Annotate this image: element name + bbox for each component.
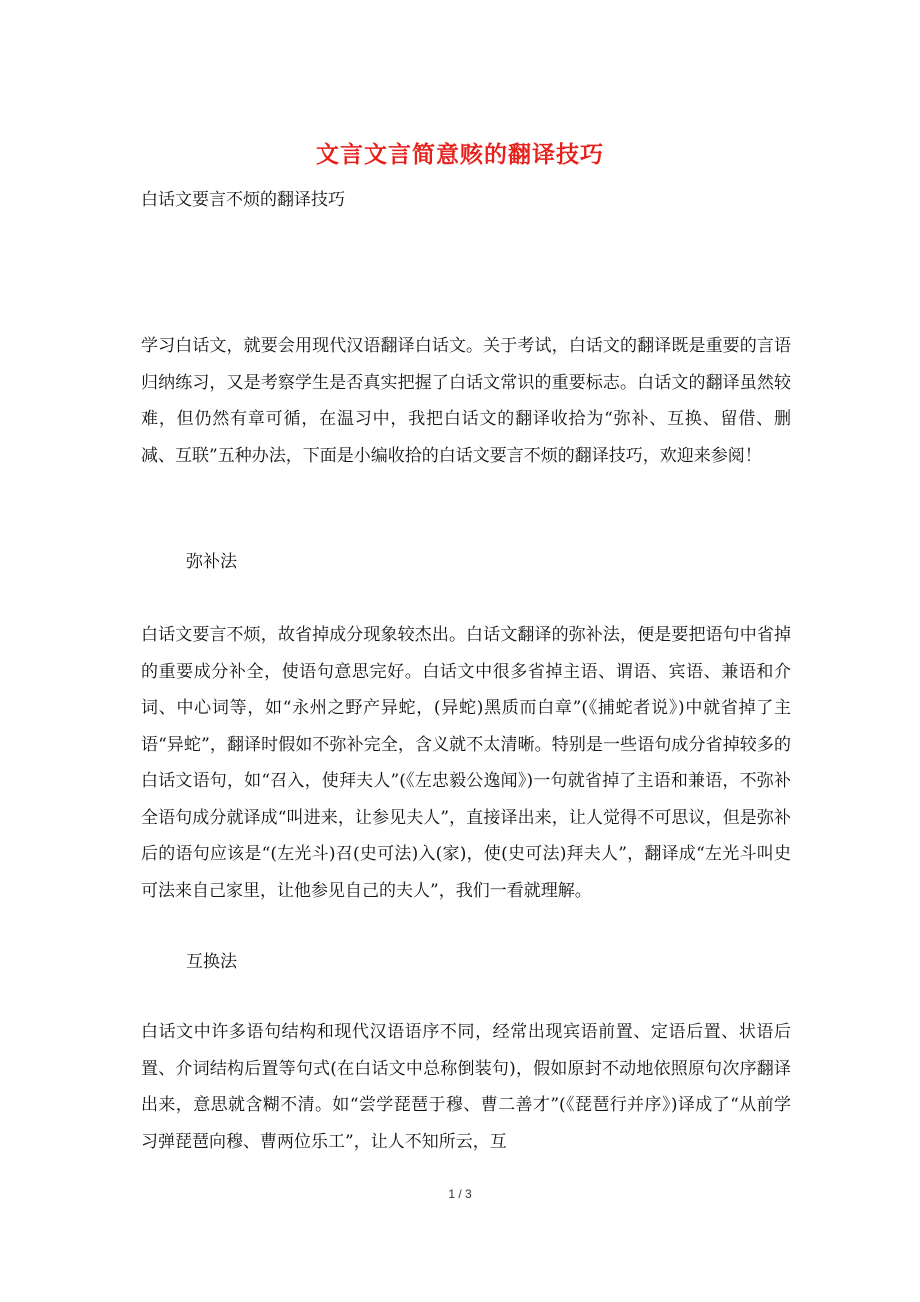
intro-paragraph: 学习白话文，就要会用现代汉语翻译白话文。关于考试，白话文的翻译既是重要的言语归纳练习，又是考察学生是否真实把握了白话文常识的重要标志。白话文的翻译虽然较难，但仍然有章可循，在温习中，我把白话文的翻译收拾为“弥补、互换、留借、删减、互联”五种办法，下面是小编收拾的白话文要言不烦的翻译技巧，欢迎来参阅！ <box>141 336 791 466</box>
section-body-huhuan: 白话文中许多语句结构和现代汉语语序不同，经常出现宾语前置、定语后置、状语后置、介词结构后置等句式(在白话文中总称倒装句)，假如原封不动地依照原句次序翻译出来，意思就含糊不清。如“尝学琵琶于穆、曹二善才”(《琵琶行并序》)译成了“从前学习弹琵琶向穆、曹两位乐工”，让人不知所云，互 <box>141 1022 791 1152</box>
section-heading-huhuan: 互换法 <box>186 952 237 972</box>
section-heading-mibu: 弥补法 <box>186 552 237 572</box>
document-subtitle: 白话文要言不烦的翻译技巧 <box>141 190 345 210</box>
section-body-mibu: 白话文要言不烦，故省掉成分现象较杰出。白话文翻译的弥补法，便是要把语句中省掉的重要成分补全，使语句意思完好。白话文中很多省掉主语、谓语、宾语、兼语和介词、中心词等，如“永州之野产异蛇，(异蛇)黑质而白章”(《捕蛇者说》)中就省掉了主语“异蛇”，翻译时假如不弥补完全，含义就不太清晰。特别是一些语句成分省掉较多的白话文语句，如“召入，使拜夫人”(《左忠毅公逸闻》)一句就省掉了主语和兼语，不弥补全语句成分就译成“叫进来，让参见夫人”，直接译出来，让人觉得不可思议，但是弥补后的语句应该是“(左光斗)召(史可法)入(家)，使(史可法)拜夫人”，翻译成“左光斗叫史可法来自己家里，让他参见自己的夫人”，我们一看就理解。 <box>141 625 791 901</box>
document-title: 文言文言简意赅的翻译技巧 <box>316 141 604 168</box>
page-number: 1 / 3 <box>448 1187 472 1201</box>
